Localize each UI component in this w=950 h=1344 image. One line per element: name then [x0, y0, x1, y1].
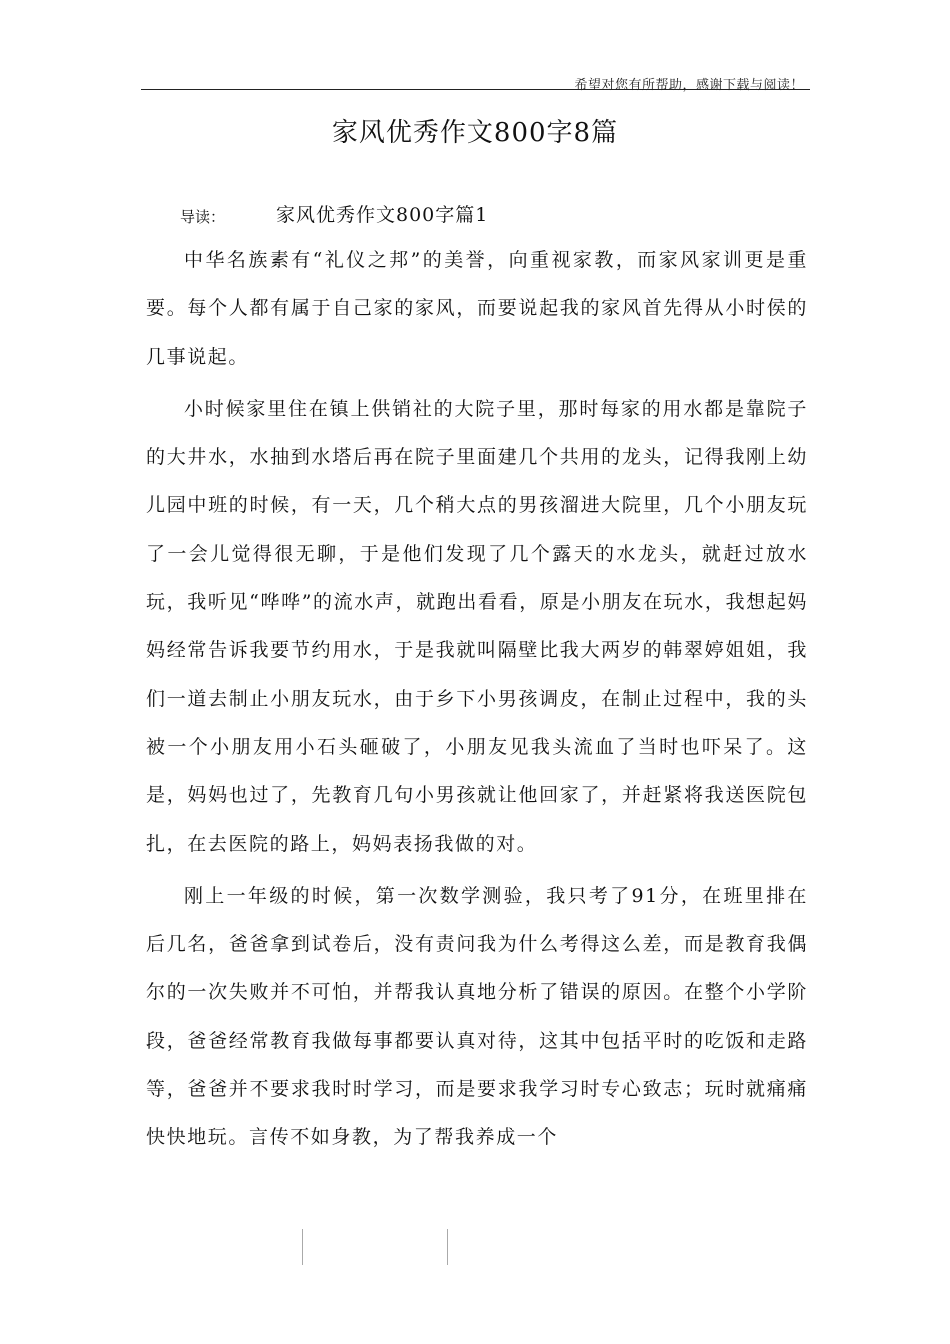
lead-label: 导读： [180, 208, 226, 226]
document-title: 家风优秀作文800字8篇 [331, 118, 619, 148]
paragraph: 刚上一年级的时候，第一次数学测验，我只考了91分，在班里排在后几名，爸爸拿到试卷后，没有责问我为什么考得这么差，而是教育我偶尔的一次失败并不可怕，并帮我认真地分析了错误的原因。在整个小学阶段，爸爸经常教育我做每事都要认真对待，这其中包括平时的吃饭和走路等，爸爸并不要求我时时学习，而是要求我学习时专心致志；玩时就痛痛快快地玩。言传不如身教，为了帮我养成一个 [146, 884, 808, 1149]
lead-line [180, 200, 780, 230]
header-divider [141, 89, 810, 90]
lead-text: 家风优秀作文800字篇1 [276, 204, 489, 226]
paragraph: 小时候家里住在镇上供销社的大院子里，那时每家的用水都是靠院子的大井水，水抽到水塔后再在院子里面建几个共用的龙头，记得我刚上幼儿园中班的时候，有一天，几个稍大点的男孩溜进大院里，几个小朋友玩了一会儿觉得很无聊，于是他们发现了几个露天的水龙头，就赶过放水玩，我听见“哗哗”的流水声，就跑出看看，原是小朋友在玩水，我想起妈妈经常告诉我要节约用水，于是我就叫隔壁比我大两岁的韩翠婷姐姐，我们一道去制止小朋友玩水，由于乡下小男孩调皮，在制止过程中，我的头被一个小朋友用小石头砸破了，小朋友见我头流血了当时也吓呆了。这是，妈妈也过了，先教育几句小男孩就让他回家了，并赶紧将我送医院包扎，在去医院的路上，妈妈表扬我做的对。 [146, 397, 808, 855]
body-text [146, 236, 808, 1166]
header-note: 希望对您有所帮助，感谢下载与阅读！ [574, 78, 804, 93]
paragraph: 中华名族素有“礼仪之邦”的美誉，向重视家教，而家风家训更是重要。每个人都有属于自己家的家风，而要说起我的家风首先得从小时侯的几事说起。 [146, 249, 808, 368]
footer-mark-left [302, 1229, 303, 1265]
footer-mark-right [447, 1229, 448, 1265]
